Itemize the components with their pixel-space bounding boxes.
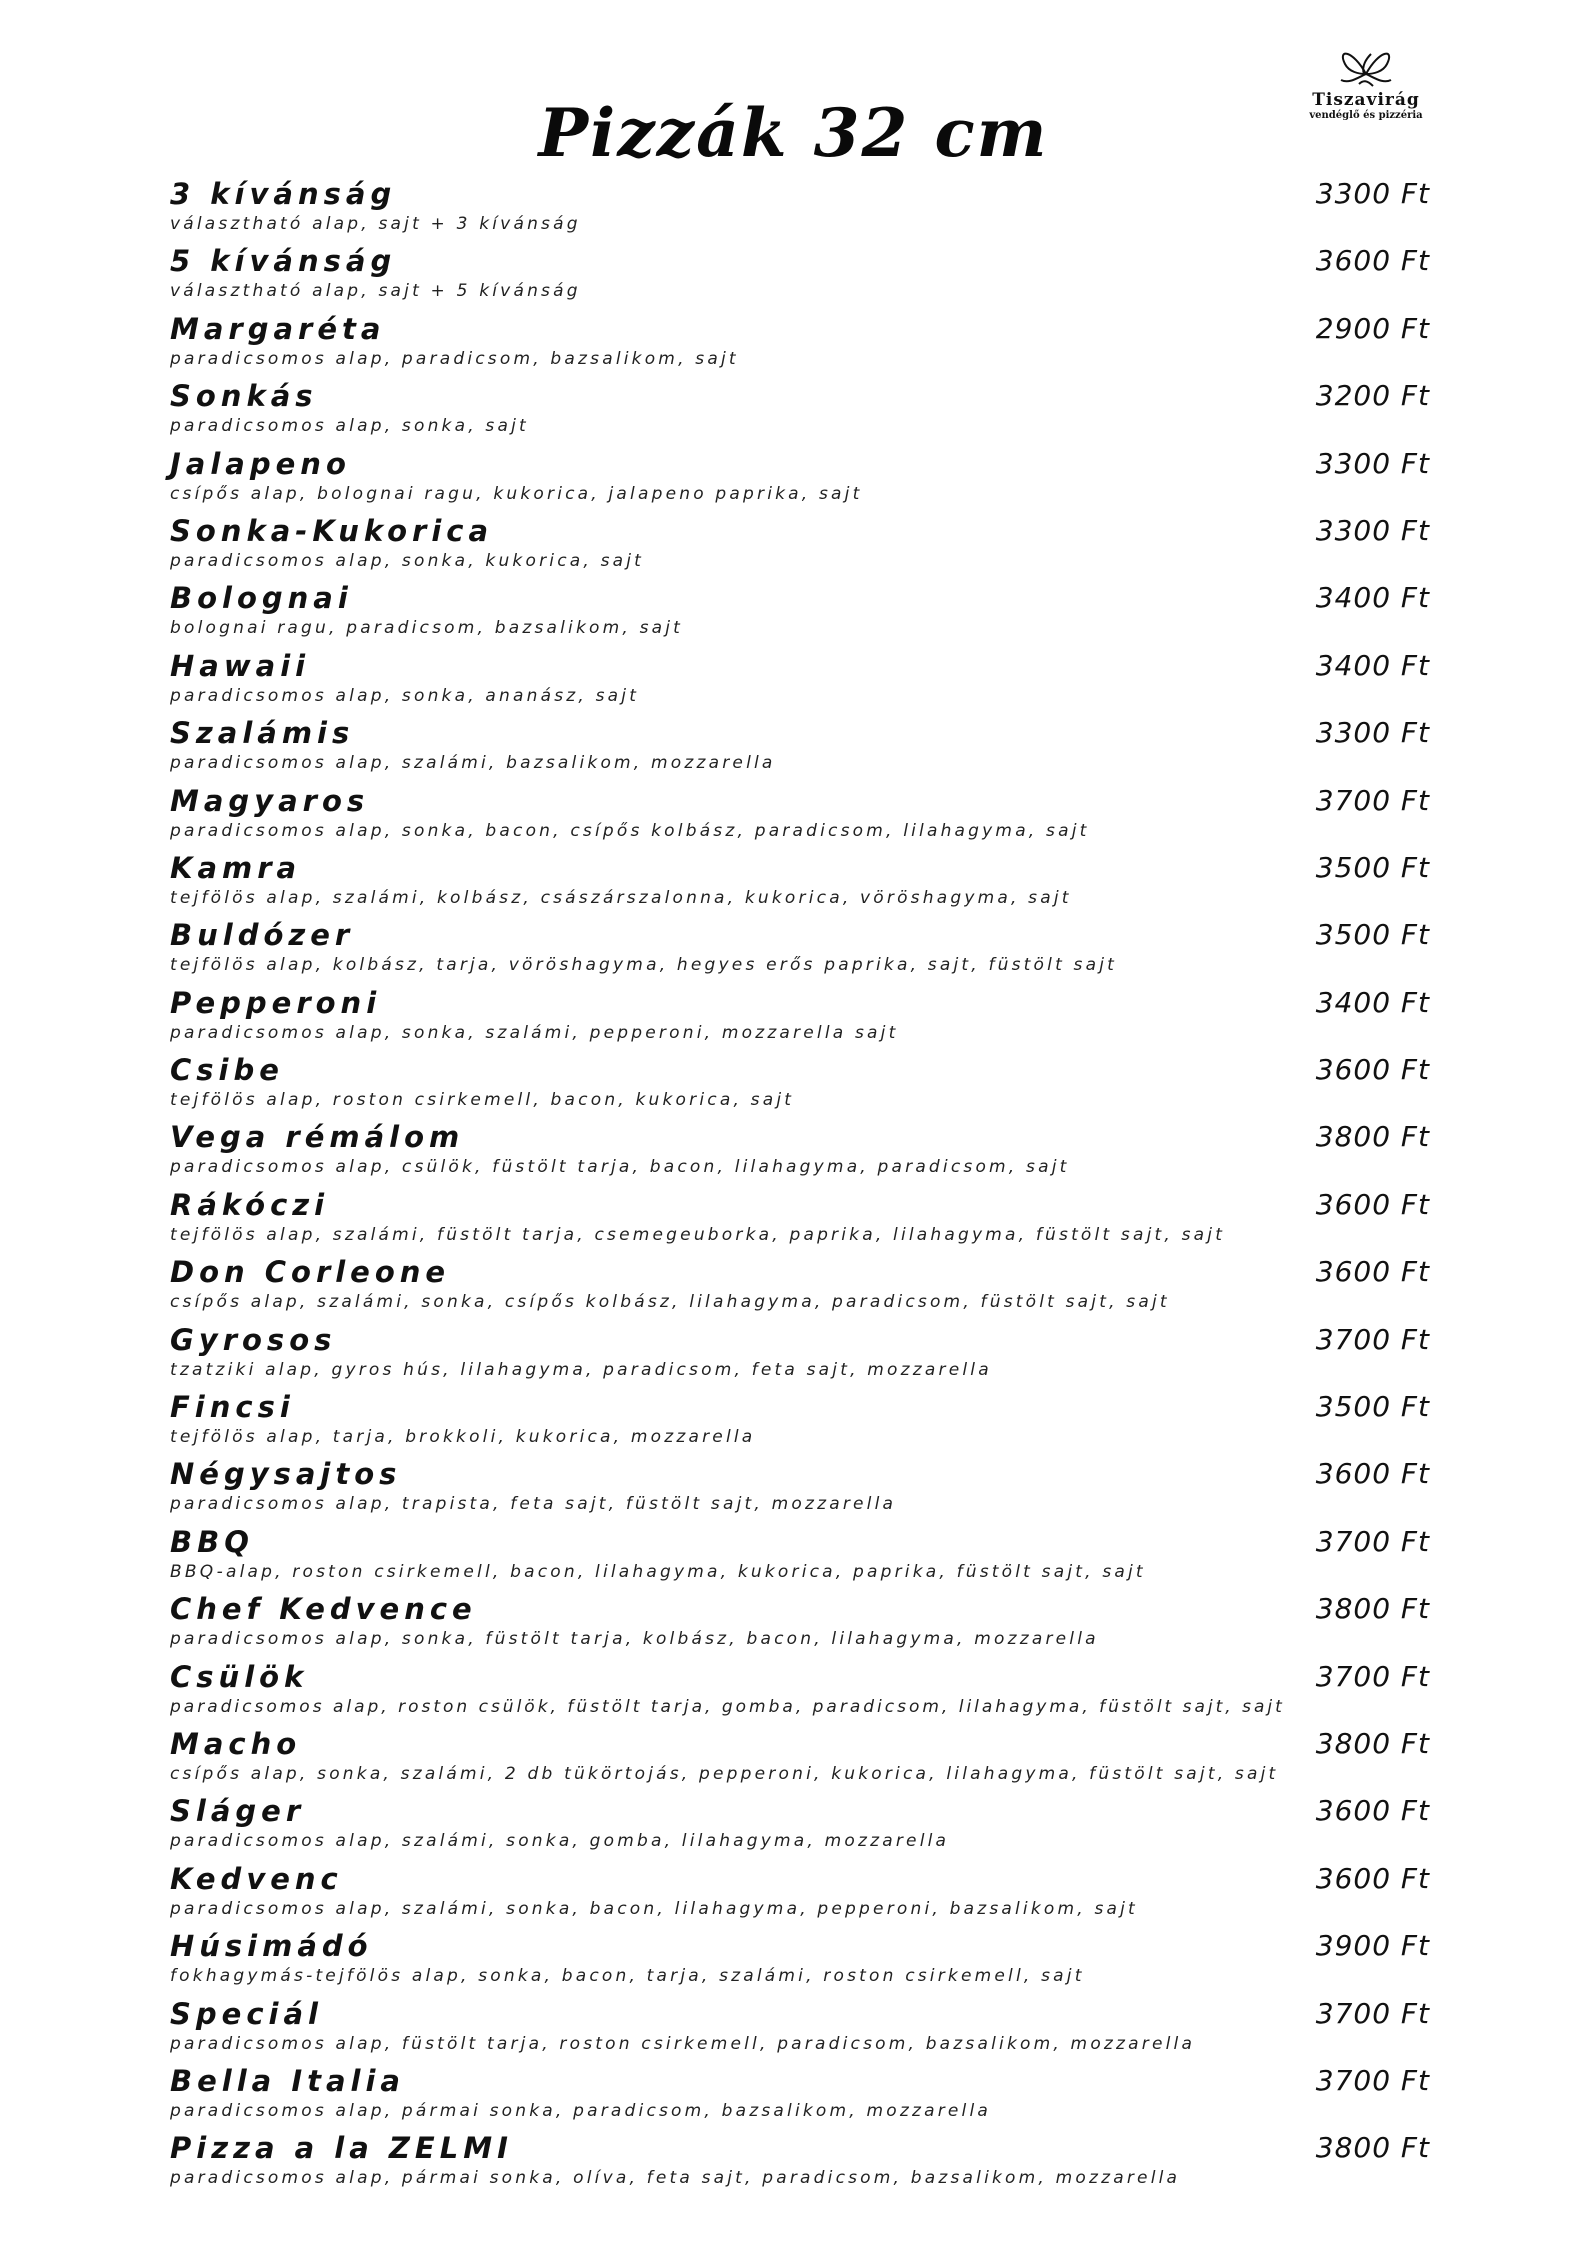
page-title: Pizzák 32 cm	[538, 94, 1049, 172]
menu-item-description: paradicsomos alap, szalámi, bazsalikom, mozzarella	[170, 753, 776, 774]
menu-item-description: paradicsomos alap, sonka, sajt	[170, 416, 529, 437]
menu-item-price: 3600 Ft	[1315, 1457, 1430, 1491]
menu-item-price: 3400 Ft	[1315, 581, 1430, 615]
menu-item-price: 3800 Ft	[1315, 1592, 1430, 1626]
menu-item-description: paradicsomos alap, sonka, szalámi, pepperoni, mozzarella sajt	[170, 1022, 899, 1043]
menu-item-description: bolognai ragu, paradicsom, bazsalikom, sajt	[170, 618, 684, 639]
menu-item-price: 3900 Ft	[1315, 1929, 1430, 1963]
menu-item-description: tejfölös alap, szalámi, kolbász, császárszalonna, kukorica, vöröshagyma, sajt	[170, 887, 1072, 908]
menu-item-name: Csibe	[170, 1053, 284, 1088]
menu-item-description: BBQ-alap, roston csirkemell, bacon, lilahagyma, kukorica, paprika, füstölt sajt, sajt	[170, 1561, 1146, 1582]
menu-item-name: Kedvenc	[170, 1861, 343, 1896]
menu-item-description: paradicsomos alap, roston csülök, füstölt tarja, gomba, paradicsom, lilahagyma, füstölt sajt, sajt	[170, 1696, 1285, 1717]
menu-item	[170, 1388, 1430, 1455]
menu-item-name: Szalámis	[170, 716, 355, 751]
menu-item	[170, 242, 1430, 309]
menu-item-price: 3500 Ft	[1315, 918, 1430, 952]
menu-item-name: Pizza a la ZELMI	[170, 2131, 513, 2166]
menu-item-description: választható alap, sajt + 5 kívánság	[170, 281, 581, 302]
menu-item-price: 3600 Ft	[1315, 1187, 1430, 1221]
menu-item	[170, 1927, 1430, 1994]
menu-item	[170, 714, 1430, 781]
menu-item-description: paradicsomos alap, paradicsom, bazsalikom, sajt	[170, 348, 739, 369]
menu-item-price: 3700 Ft	[1315, 1659, 1430, 1693]
menu-item-price: 3800 Ft	[1315, 2131, 1430, 2165]
menu-item-price: 3600 Ft	[1315, 1053, 1430, 1087]
menu-item-price: 3300 Ft	[1315, 177, 1430, 210]
menu-item	[170, 1725, 1430, 1792]
menu-item-description: csípős alap, szalámi, sonka, csípős kolbász, lilahagyma, paradicsom, füstölt sajt, sajt	[170, 1292, 1170, 1313]
restaurant-logo	[1296, 44, 1436, 144]
menu-item	[170, 1590, 1430, 1657]
menu-item-price: 3700 Ft	[1315, 1524, 1430, 1558]
menu-item-price: 3500 Ft	[1315, 850, 1430, 884]
menu-item-price: 3200 Ft	[1315, 379, 1430, 413]
menu-item	[170, 647, 1430, 714]
menu-item-name: Húsimádó	[170, 1929, 373, 1964]
menu-item-name: Rákóczi	[170, 1187, 330, 1222]
pizza-menu-list	[170, 175, 1430, 2197]
menu-item-description: paradicsomos alap, szalámi, sonka, gomba, lilahagyma, mozzarella	[170, 1831, 950, 1852]
menu-item-description: paradicsomos alap, csülök, füstölt tarja, bacon, lilahagyma, paradicsom, sajt	[170, 1157, 1070, 1178]
menu-item	[170, 175, 1430, 242]
logo-name: Tiszavirág	[1312, 90, 1420, 110]
menu-item-price: 3700 Ft	[1315, 783, 1430, 817]
logo-subtitle: vendéglő és pizzéria	[1309, 110, 1423, 121]
menu-item-name: Hawaii	[170, 648, 311, 683]
mayfly-icon	[1331, 44, 1401, 90]
menu-item-description: választható alap, sajt + 3 kívánság	[170, 214, 581, 234]
menu-item-name: Bolognai	[170, 581, 353, 616]
menu-item-name: Magyaros	[170, 783, 370, 818]
menu-item-price: 3500 Ft	[1315, 1390, 1430, 1424]
menu-item	[170, 1253, 1430, 1320]
menu-item	[170, 1995, 1430, 2062]
menu-item-name: Don Corleone	[170, 1255, 451, 1290]
menu-item-price: 3400 Ft	[1315, 985, 1430, 1019]
menu-item-description: tejfölös alap, roston csirkemell, bacon, kukorica, sajt	[170, 1090, 795, 1111]
menu-item-description: paradicsomos alap, füstölt tarja, roston csirkemell, paradicsom, bazsalikom, mozzarella	[170, 2033, 1196, 2054]
menu-item-description: tzatziki alap, gyros hús, lilahagyma, paradicsom, feta sajt, mozzarella	[170, 1359, 992, 1380]
menu-item-name: Margaréta	[170, 311, 386, 346]
menu-item-name: Sonkás	[170, 379, 318, 414]
menu-item-description: tejfölös alap, tarja, brokkoli, kukorica, mozzarella	[170, 1427, 756, 1448]
menu-item-name: Sláger	[170, 1794, 306, 1829]
menu-item	[170, 1860, 1430, 1927]
menu-item-description: paradicsomos alap, pármai sonka, olíva, feta sajt, paradicsom, bazsalikom, mozzarella	[170, 2168, 1181, 2189]
menu-item-price: 3600 Ft	[1315, 1861, 1430, 1895]
menu-item	[170, 1658, 1430, 1725]
menu-item-name: Csülök	[170, 1659, 309, 1694]
menu-item-name: Négysajtos	[170, 1457, 402, 1492]
menu-item-price: 3700 Ft	[1315, 1322, 1430, 1356]
menu-item-name: 5 kívánság	[170, 244, 397, 279]
menu-item-name: Buldózer	[170, 918, 355, 953]
menu-item-name: Pepperoni	[170, 985, 382, 1020]
menu-item-price: 3700 Ft	[1315, 1996, 1430, 2030]
menu-item	[170, 782, 1430, 849]
menu-item	[170, 1186, 1430, 1253]
menu-item-price: 3700 Ft	[1315, 2063, 1430, 2097]
menu-item	[170, 1051, 1430, 1118]
menu-item-name: Speciál	[170, 1996, 323, 2031]
menu-item-price: 3300 Ft	[1315, 716, 1430, 750]
menu-item-name: Macho	[170, 1726, 302, 1761]
menu-item-price: 3600 Ft	[1315, 1794, 1430, 1828]
menu-item	[170, 445, 1430, 512]
menu-item-name: Chef Kedvence	[170, 1592, 477, 1627]
menu-item	[170, 1792, 1430, 1859]
menu-item	[170, 310, 1430, 377]
menu-item	[170, 1523, 1430, 1590]
menu-item-description: paradicsomos alap, sonka, ananász, sajt	[170, 685, 640, 706]
menu-item-description: tejfölös alap, kolbász, tarja, vöröshagyma, hegyes erős paprika, sajt, füstölt sajt	[170, 955, 1118, 976]
menu-item-description: csípős alap, sonka, szalámi, 2 db tükörtojás, pepperoni, kukorica, lilahagyma, füstölt sajt, sajt	[170, 1763, 1279, 1784]
menu-item-description: csípős alap, bolognai ragu, kukorica, jalapeno paprika, sajt	[170, 483, 863, 504]
menu-item-price: 3300 Ft	[1315, 513, 1430, 547]
menu-item-name: Fincsi	[170, 1390, 295, 1425]
menu-item-name: Sonka-Kukorica	[170, 513, 494, 548]
menu-item-name: Gyrosos	[170, 1322, 337, 1357]
menu-item-description: tejfölös alap, szalámi, füstölt tarja, csemegeuborka, paprika, lilahagyma, füstölt sajt, sajt	[170, 1224, 1226, 1245]
menu-item	[170, 579, 1430, 646]
menu-item-price: 3300 Ft	[1315, 446, 1430, 480]
menu-item-name: Jalapeno	[170, 446, 351, 481]
menu-item-description: paradicsomos alap, sonka, füstölt tarja, kolbász, bacon, lilahagyma, mozzarella	[170, 1629, 1099, 1650]
menu-item	[170, 916, 1430, 983]
menu-item-name: Bella Italia	[170, 2063, 405, 2098]
menu-item-price: 3600 Ft	[1315, 1255, 1430, 1289]
menu-item-price: 3600 Ft	[1315, 244, 1430, 278]
menu-item-name: BBQ	[170, 1524, 254, 1559]
menu-item-description: fokhagymás-tejfölös alap, sonka, bacon, tarja, szalámi, roston csirkemell, sajt	[170, 1966, 1085, 1987]
menu-item	[170, 984, 1430, 1051]
menu-item-price: 2900 Ft	[1315, 311, 1430, 345]
menu-item	[170, 1455, 1430, 1522]
menu-item-description: paradicsomos alap, trapista, feta sajt, füstölt sajt, mozzarella	[170, 1494, 897, 1515]
menu-item-price: 3800 Ft	[1315, 1120, 1430, 1154]
menu-item	[170, 1321, 1430, 1388]
menu-item	[170, 849, 1430, 916]
menu-item	[170, 1118, 1430, 1185]
menu-item-price: 3800 Ft	[1315, 1726, 1430, 1760]
menu-item-description: paradicsomos alap, sonka, bacon, csípős kolbász, paradicsom, lilahagyma, sajt	[170, 820, 1090, 841]
menu-item-name: Vega rémálom	[170, 1120, 465, 1155]
menu-item-name: 3 kívánság	[170, 177, 397, 211]
menu-item-description: paradicsomos alap, szalámi, sonka, bacon, lilahagyma, pepperoni, bazsalikom, sajt	[170, 1898, 1138, 1919]
menu-item-description: paradicsomos alap, sonka, kukorica, sajt	[170, 550, 645, 571]
menu-item-name: Kamra	[170, 850, 302, 885]
menu-item-price: 3400 Ft	[1315, 648, 1430, 682]
menu-item	[170, 377, 1430, 444]
menu-item	[170, 2062, 1430, 2129]
menu-item-description: paradicsomos alap, pármai sonka, paradicsom, bazsalikom, mozzarella	[170, 2100, 992, 2121]
menu-item	[170, 512, 1430, 579]
menu-item	[170, 2129, 1430, 2196]
